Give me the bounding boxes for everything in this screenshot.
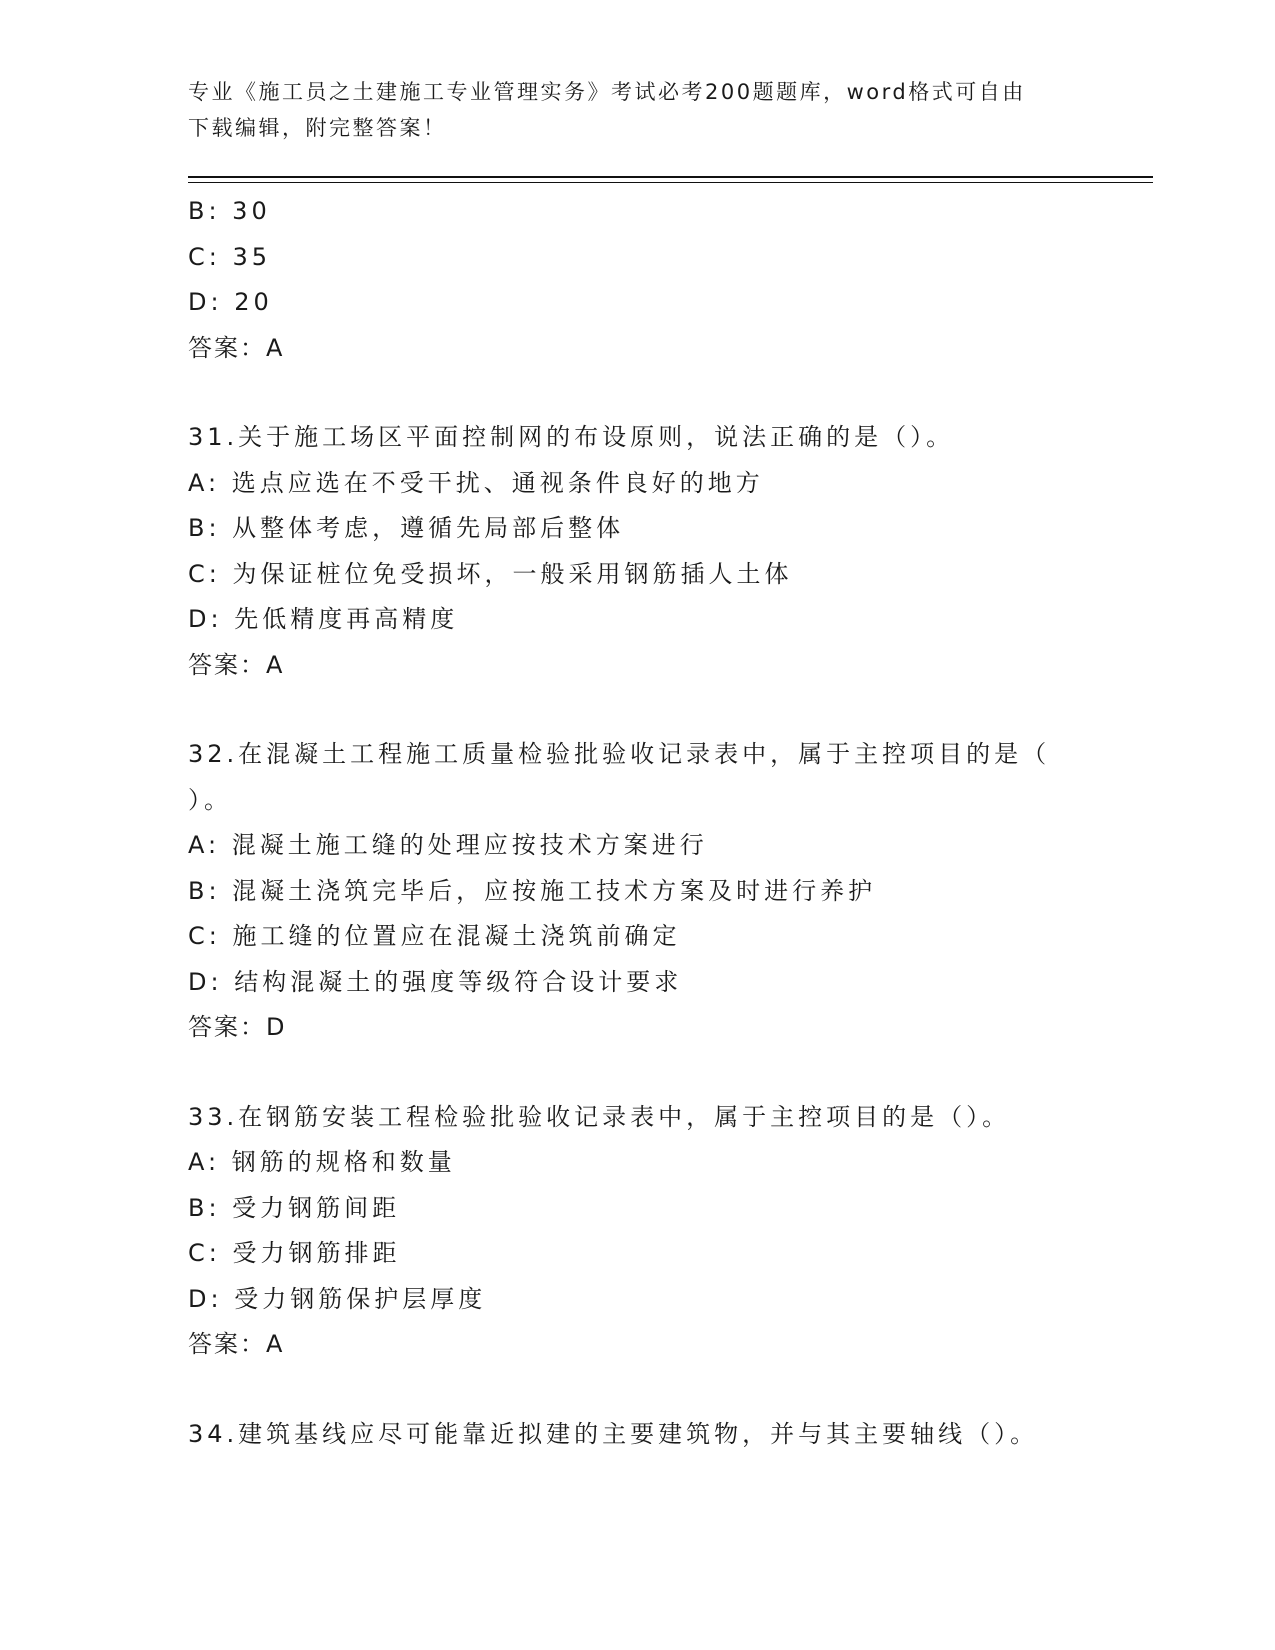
option-d: D: 受力钢筋保护层厚度 <box>188 1284 487 1313</box>
header-line-1: 专业《施工员之土建施工专业管理实务》考试必考200题题库，word格式可自由 <box>188 80 1026 104</box>
header-divider-thick <box>188 176 1153 178</box>
answer-line: 答案：D <box>188 1013 287 1041</box>
answer-line: 答案：A <box>188 650 285 679</box>
option-c: C: 施工缝的位置应在混凝土浇筑前确定 <box>188 922 681 950</box>
header-line-2: 下载编辑，附完整答案！ <box>188 116 447 140</box>
question-stem: 32.在混凝土工程施工质量检验批验收记录表中，属于主控项目的是（ <box>188 740 1051 768</box>
question-block-34 <box>188 1412 1088 1458</box>
header-divider-thin <box>188 182 1153 183</box>
option-b: B: 受力钢筋间距 <box>188 1193 401 1222</box>
option-a: A: 钢筋的规格和数量 <box>188 1148 456 1176</box>
question-content <box>188 189 1088 1457</box>
option-b: B: 30 <box>188 197 271 225</box>
question-block-32 <box>188 732 1088 1051</box>
question-stem: 31.关于施工场区平面控制网的布设原则，说法正确的是（）。 <box>188 423 955 451</box>
option-d: D: 结构混凝土的强度等级符合设计要求 <box>188 967 683 996</box>
question-block-33 <box>188 1095 1088 1368</box>
question-stem: 34.建筑基线应尽可能靠近拟建的主要建筑物，并与其主要轴线（）。 <box>188 1419 1039 1448</box>
answer-line: 答案：A <box>188 1330 285 1358</box>
answer-line: 答案：A <box>188 333 285 362</box>
question-block-prev <box>188 189 1088 371</box>
option-d: D: 先低精度再高精度 <box>188 605 459 633</box>
option-a: A: 选点应选在不受干扰、通视条件良好的地方 <box>188 468 764 497</box>
question-stem: 33.在钢筋安装工程检验批验收记录表中，属于主控项目的是（）。 <box>188 1102 1011 1131</box>
option-b: B: 混凝土浇筑完毕后，应按施工技术方案及时进行养护 <box>188 876 877 905</box>
question-stem-continued: ）。 <box>188 785 232 814</box>
option-b: B: 从整体考虑，遵循先局部后整体 <box>188 514 625 542</box>
document-header <box>188 74 1068 146</box>
option-d: D: 20 <box>188 288 273 316</box>
option-c: C: 为保证桩位免受损坏，一般采用钢筋插人土体 <box>188 559 793 588</box>
option-a: A: 混凝土施工缝的处理应按技术方案进行 <box>188 831 708 859</box>
question-block-31 <box>188 415 1088 688</box>
option-c: C: 35 <box>188 242 272 271</box>
option-c: C: 受力钢筋排距 <box>188 1239 401 1267</box>
